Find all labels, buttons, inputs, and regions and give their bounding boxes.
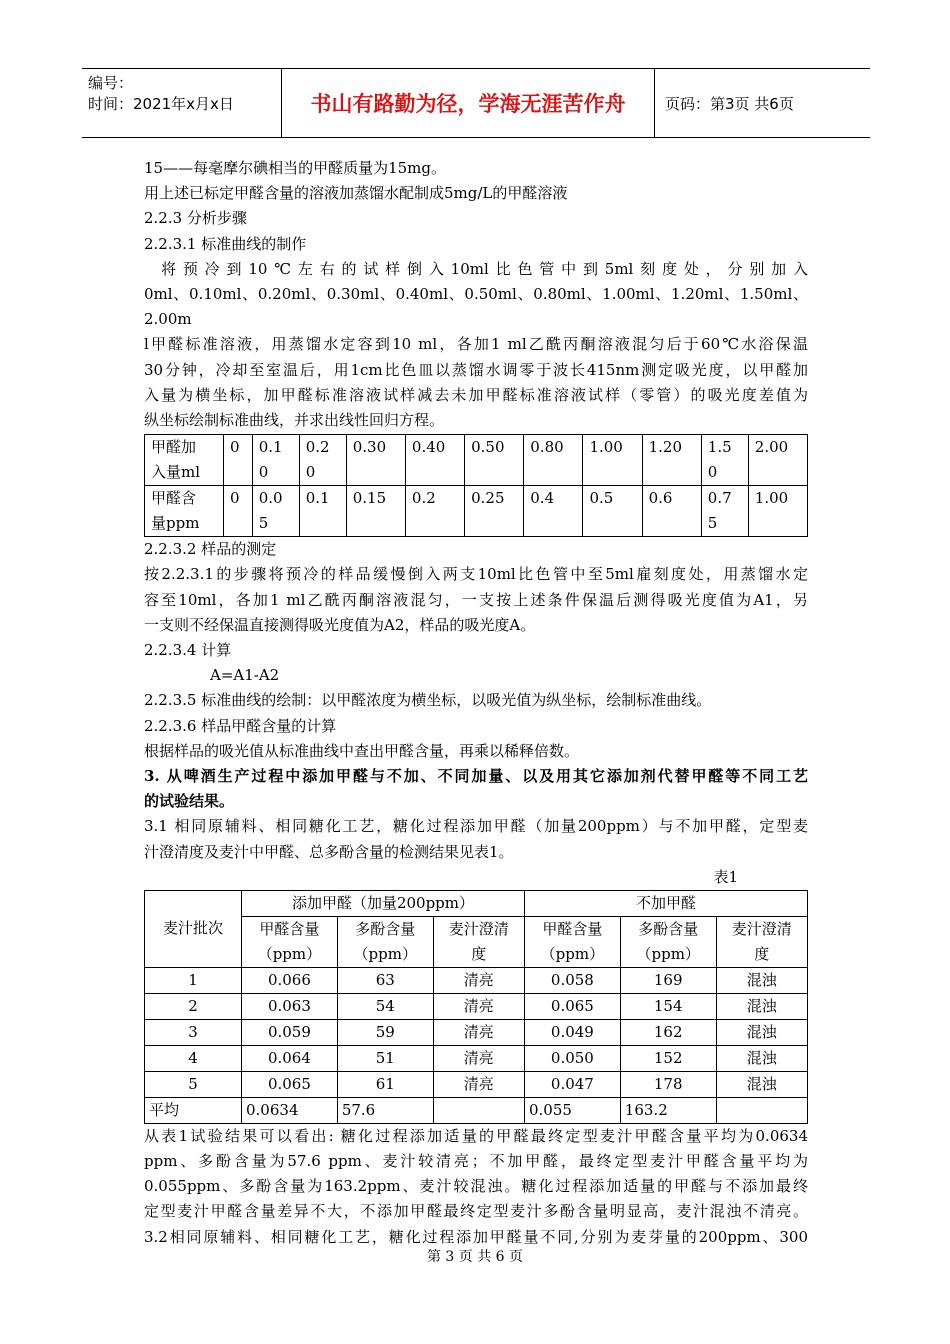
table-cell: 0.2 0 [299, 435, 346, 486]
table-cell: 0.40 [405, 435, 464, 486]
table-cell: 0.0 5 [252, 486, 299, 537]
table-cell: 0.30 [346, 435, 405, 486]
document-body [144, 156, 808, 1250]
section-heading: 2.2.3.5 标准曲线的绘制：以甲醛浓度为横坐标，以吸光值为纵坐标，绘制标准曲线。 [144, 691, 712, 710]
table-cell: 0.066 [242, 967, 338, 993]
section-heading: 2.2.3 分析步骤 [144, 209, 247, 228]
table-cell: 清亮 [433, 1045, 524, 1071]
table-cell: 4 [145, 1045, 242, 1071]
table-cell: 0.059 [242, 1019, 338, 1045]
table-row [145, 486, 808, 537]
table-row [145, 967, 808, 993]
table-cell: 178 [620, 1071, 716, 1097]
doc-number-label: 编号： [88, 74, 134, 92]
paragraph-line: 将预冷到10℃左右的试样倒入10ml比色管中到5ml刻度处，分别加入 [161, 259, 808, 278]
table-row [145, 890, 808, 916]
section-heading: 2.2.3.4 计算 [144, 641, 232, 660]
table-caption: 表1 [713, 867, 738, 886]
table-cell: 0.064 [242, 1045, 338, 1071]
standard-curve-table [144, 434, 808, 537]
table-row-average [145, 1097, 808, 1123]
paragraph-line: 按2.2.3.1的步骤将预冷的样品缓慢倒入两支10ml比色管中至5ml雇刻度处，用蒸馏水定 [144, 565, 808, 584]
doc-time-label: 时间：2021年x月x日 [88, 95, 234, 113]
table-cell: 5 [145, 1071, 242, 1097]
table-cell: 163.2 [620, 1097, 716, 1123]
table-cell: 0.6 [642, 486, 701, 537]
paragraph-line: 容至10ml，各加1 ml乙酰丙酮溶液混匀，一支按上述条件保温后测得吸光度值为A1，另 [144, 590, 808, 609]
paragraph-line: 一支则不经保温直接测得吸光度值为A2，样品的吸光度A。 [144, 615, 536, 634]
paragraph-line: 3.2相同原辅料、相同糖化工艺，糖化过程添加甲醛量不同,分别为麦芽量的200ppm、300 [144, 1227, 808, 1246]
paragraph-line: 汁澄清度及麦汁中甲醛、总多酚含量的检测结果见表1。 [144, 842, 514, 861]
results-table [144, 890, 808, 1124]
table-cell: 169 [620, 967, 716, 993]
table-cell [433, 1097, 524, 1123]
table-cell: 1.20 [642, 435, 701, 486]
table-row [145, 435, 808, 486]
table-cell: 0.4 [524, 486, 583, 537]
formula: A=A1-A2 [210, 666, 280, 685]
header-page-number: 页码：第3页 共6页 [665, 94, 794, 113]
table-cell: 混浊 [716, 1045, 807, 1071]
header-meta [82, 69, 282, 137]
paragraph-line: 纵坐标绘制标准曲线，并求出线性回归方程。 [144, 411, 445, 430]
table-cell: 0.050 [524, 1045, 620, 1071]
table-cell: 0.063 [242, 993, 338, 1019]
table-cell: 混浊 [716, 1071, 807, 1097]
table-cell: 1.00 [748, 486, 807, 537]
table-cell: 混浊 [716, 967, 807, 993]
section-heading: 2.2.3.6 样品甲醛含量的计算 [144, 716, 337, 735]
table-cell: 0.7 5 [701, 486, 748, 537]
table-cell [716, 1097, 807, 1123]
table-cell: 57.6 [337, 1097, 433, 1123]
table-row [145, 1045, 808, 1071]
paragraph-line: 30分钟，冷却至室温后，用1cm比色皿以蒸馏水调零于波长415nm测定吸光度，以甲醛加 [144, 360, 808, 379]
table-cell: 0.1 0 [252, 435, 299, 486]
table-cell: 0.058 [524, 967, 620, 993]
table-cell: 0.80 [524, 435, 583, 486]
table-cell: 0.5 [583, 486, 642, 537]
paragraph-line: 定型麦汁甲醛含量差异不大，不添加甲醛最终定型麦汁多酚含量明显高，麦汁混浊不清亮。 [144, 1202, 808, 1221]
paragraph-line: 3.1 相同原辅料、相同糖化工艺，糖化过程添加甲醛（加量200ppm）与不加甲醛，定型麦 [144, 817, 808, 836]
paragraph-line: ppm、多酚含量为57.6 ppm、麦汁较清亮；不加甲醛，最终定型麦汁甲醛含量平均为 [144, 1152, 808, 1171]
table-cell: 0 [224, 486, 253, 537]
table-cell: 清亮 [433, 967, 524, 993]
paragraph-line: l甲醛标准溶液，用蒸馏水定容到10 ml，各加1 ml乙酰丙酮溶液混匀后于60℃水浴保温 [144, 335, 808, 354]
table-cell: 清亮 [433, 993, 524, 1019]
table-cell: 0.1 [299, 486, 346, 537]
table-cell: 混浊 [716, 1019, 807, 1045]
table-header-cell: 麦汁澄清 度 [433, 916, 524, 967]
table-cell: 54 [337, 993, 433, 1019]
table-cell: 3 [145, 1019, 242, 1045]
paragraph: 用上述已标定甲醛含量的溶液加蒸馏水配制成5mg/L的甲醛溶液 [144, 184, 568, 203]
table-row [145, 1019, 808, 1045]
table-cell: 0.2 [405, 486, 464, 537]
section-heading: 2.2.3.2 样品的测定 [144, 540, 277, 559]
bold-heading-line: 3. 从啤酒生产过程中添加甲醛与不加、不同加量、以及用其它添加剂代替甲醛等不同工艺 [144, 767, 808, 786]
table-cell: 59 [337, 1019, 433, 1045]
table-cell: 0.049 [524, 1019, 620, 1045]
paragraph-line: 0ml、0.10ml、0.20ml、0.30ml、0.40ml、0.50ml、0.80ml、1.00ml、1.20ml、1.50ml、2.00m [144, 285, 808, 329]
table-cell: 51 [337, 1045, 433, 1071]
table-header-cell: 甲醛含量 （ppm） [242, 916, 338, 967]
table-cell: 清亮 [433, 1071, 524, 1097]
table-cell: 0 [224, 435, 253, 486]
table-cell: 0.047 [524, 1071, 620, 1097]
table-cell: 2 [145, 993, 242, 1019]
page-footer: 第 3 页 共 6 页 [426, 1249, 524, 1265]
table-header-cell: 不加甲醛 [524, 890, 807, 916]
table-cell: 63 [337, 967, 433, 993]
table-cell: 0.15 [346, 486, 405, 537]
table-cell: 61 [337, 1071, 433, 1097]
table-cell: 甲醛含 量ppm [145, 486, 224, 537]
table-cell: 152 [620, 1045, 716, 1071]
table-header-cell: 多酚含量 （ppm） [337, 916, 433, 967]
header-motto: 书山有路勤为径，学海无涯苦作舟 [282, 69, 655, 137]
paragraph-line: 0.055ppm、多酚含量为163.2ppm、麦汁较混浊。糖化过程添加适量的甲醛与不添加最终 [144, 1177, 808, 1196]
paragraph-line: 入量为横坐标，加甲醛标准溶液试样减去未加甲醛标准溶液试样（零管）的吸光度差值为 [144, 385, 808, 404]
table-cell: 2.00 [748, 435, 807, 486]
table-cell: 0.0634 [242, 1097, 338, 1123]
table-cell: 0.065 [524, 993, 620, 1019]
table-cell: 混浊 [716, 993, 807, 1019]
table-header-cell: 麦汁批次 [145, 890, 242, 967]
table-cell: 1 [145, 967, 242, 993]
table-row [145, 993, 808, 1019]
table-header-cell: 多酚含量 （ppm） [620, 916, 716, 967]
page-header [82, 68, 870, 138]
table-header-cell: 甲醛含量 （ppm） [524, 916, 620, 967]
table-cell: 0.055 [524, 1097, 620, 1123]
table-cell: 1.00 [583, 435, 642, 486]
paragraph: 15——每毫摩尔碘相当的甲醛质量为15mg。 [144, 159, 447, 177]
table-cell: 0.065 [242, 1071, 338, 1097]
section-heading: 2.2.3.1 标准曲线的制作 [144, 234, 307, 253]
paragraph: 根据样品的吸光值从标准曲线中查出甲醛含量，再乘以稀释倍数。 [144, 741, 580, 760]
table-cell: 0.50 [465, 435, 524, 486]
table-cell: 154 [620, 993, 716, 1019]
table-cell: 162 [620, 1019, 716, 1045]
table-header-cell: 麦汁澄清 度 [716, 916, 807, 967]
table-header-cell: 添加甲醛（加量200ppm） [242, 890, 525, 916]
paragraph-line: 从表1试验结果可以看出: 糖化过程添加适量的甲醛最终定型麦汁甲醛含量平均为0.0634 [144, 1126, 808, 1145]
table-cell: 清亮 [433, 1019, 524, 1045]
table-row [145, 916, 808, 967]
table-cell: 甲醛加 入量ml [145, 435, 224, 486]
table-cell: 平均 [145, 1097, 242, 1123]
table-cell: 1.5 0 [701, 435, 748, 486]
bold-heading-line: 的试验结果。 [144, 792, 235, 811]
table-cell: 0.25 [465, 486, 524, 537]
table-row [145, 1071, 808, 1097]
